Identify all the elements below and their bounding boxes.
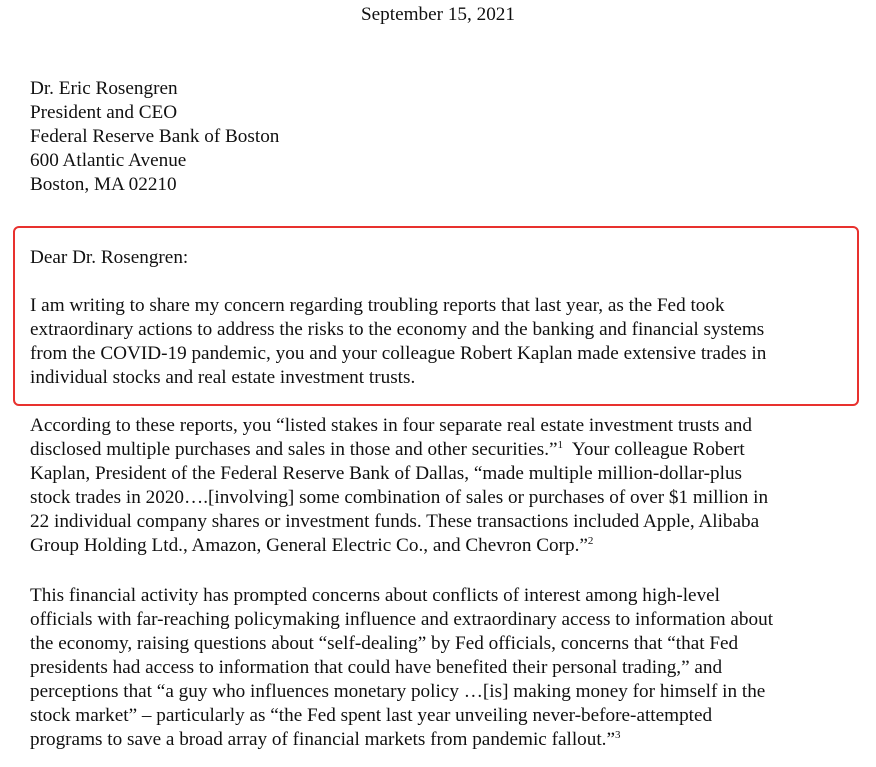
salutation [30,246,860,270]
paragraph-line: stock trades in 2020….[involving] some combination of sales or purchases of over $1 million in [30,487,769,508]
line-text: Group Holding Ltd., Amazon, General Electric Co., and Chevron Corp.” [30,535,588,556]
footnote-3-marker: 3 [615,729,621,741]
paragraph-line: the economy, raising questions about “self-dealing” by Fed officials, concerns that “that Fed [30,633,739,654]
salutation-text: Dear Dr. Rosengren: [30,247,189,268]
paragraph-line: 22 individual company shares or investment funds. These transactions included Apple, Alibaba [30,511,760,532]
paragraph-line: perceptions that “a guy who influences monetary policy …[is] making money for himself in the [30,681,766,702]
recipient-organization: Federal Reserve Bank of Boston [30,126,280,147]
footnote-2-marker: 2 [587,535,594,547]
paragraph-line: stock market” – particularly as “the Fed spent last year unveiling never-before-attempted [30,705,713,726]
paragraph-line [30,438,860,462]
line-text-tail: Your colleague Robert [563,439,745,460]
paragraph-line [30,728,860,752]
recipient-address [30,77,279,197]
recipient-title: President and CEO [30,102,178,123]
footnote-1-marker: 1 [557,439,564,451]
paragraph-line: Kaplan, President of the Federal Reserve Bank of Dallas, “made multiple million-dollar-plus [30,463,743,484]
paragraph-line: extraordinary actions to address the risks to the economy and the banking and financial systems [30,319,765,340]
paragraph-line: I am writing to share my concern regarding troubling reports that last year, as the Fed took [30,295,725,316]
paragraph-line [30,534,860,558]
paragraph-line: According to these reports, you “listed stakes in four separate real estate investment trusts and [30,415,752,436]
paragraph-line: This financial activity has prompted concerns about conflicts of interest among high-level [30,585,721,606]
paragraph-line: officials with far-reaching policymaking influence and extraordinary access to information about [30,609,774,630]
paragraph-line: individual stocks and real estate investment trusts. [30,367,416,388]
paragraph-line: presidents had access to information that could have benefited their personal trading,” and [30,657,723,678]
letter-date: September 15, 2021 [360,4,515,25]
recipient-street: 600 Atlantic Avenue [30,150,187,171]
recipient-name: Dr. Eric Rosengren [30,78,178,99]
paragraph-intro [30,294,860,390]
paragraph-line: from the COVID-19 pandemic, you and your colleague Robert Kaplan made extensive trades in [30,343,767,364]
paragraph-concerns [30,584,860,752]
paragraph-reports [30,414,860,558]
line-text: programs to save a broad array of financial markets from pandemic fallout.” [30,729,615,750]
recipient-city: Boston, MA 02210 [30,174,177,195]
line-text: disclosed multiple purchases and sales in those and other securities.” [30,439,558,460]
